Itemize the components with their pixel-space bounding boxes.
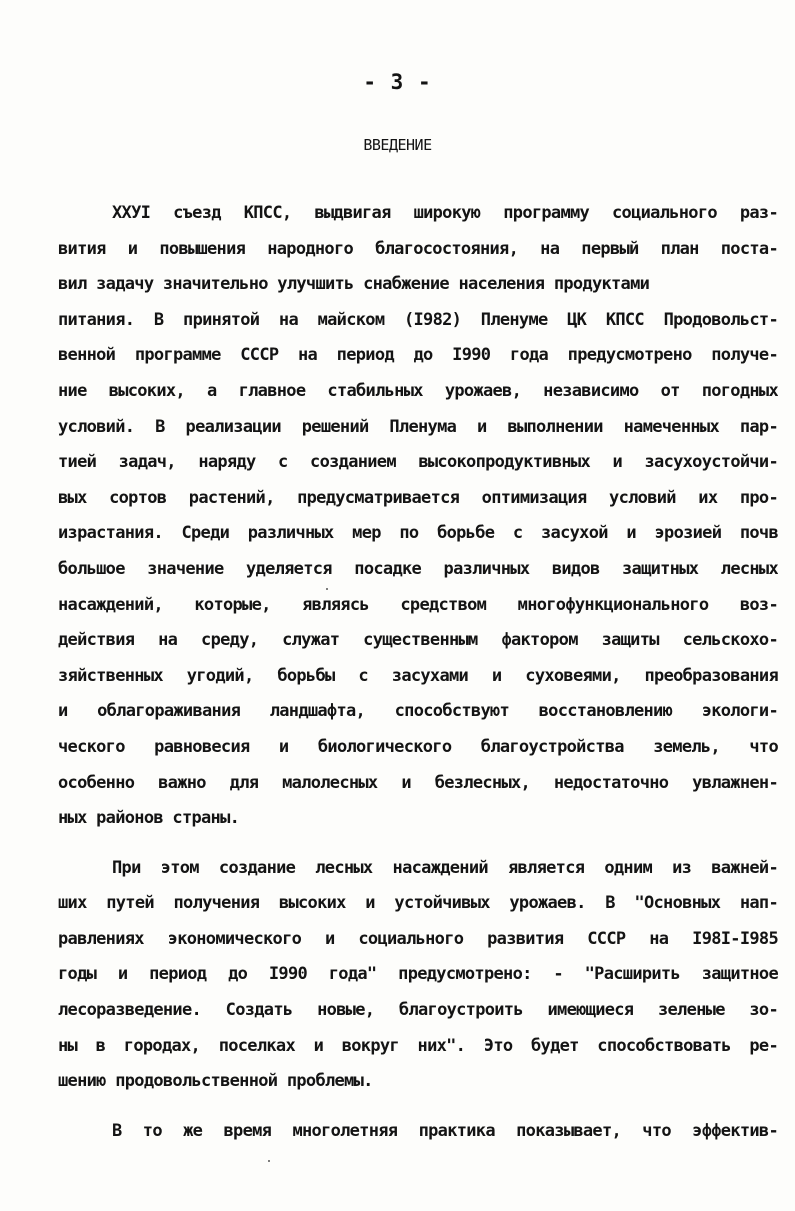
text-line: тией задач, наряду с созданием высокопродуктивных и засухоустойчи- (58, 452, 778, 473)
text-line: большое значение уделяется посадке различных видов защитных лесных (58, 558, 778, 579)
text-line: вил задачу значительно улучшить снабжение населения продуктами (58, 274, 650, 295)
text-line: вития и повышения народного благосостояния, на первый план поста- (58, 238, 778, 259)
text-line: особенно важно для малолесных и безлесных, недостаточно увлажнен- (58, 772, 778, 793)
page-number: - 3 - (363, 70, 432, 94)
paragraph-gap (58, 837, 778, 851)
text-line: и облагораживания ландшафта, способствуют восстановлению экологи- (58, 701, 778, 722)
text-line: При этом создание лесных насаждений является одним из важней- (112, 857, 778, 878)
text-line: израстания. Среди различных мер по борьбе с засухой и эрозией почв (58, 523, 778, 544)
scan-speck (268, 1160, 270, 1162)
text-line: вых сортов растений, предусматривается оптимизация условий их про- (58, 487, 778, 508)
text-line: годы и период до I990 года" предусмотрено: - "Расширить защитное (58, 964, 778, 985)
text-line: равлениях экономического и социального развития СССР на I98I-I985 (58, 928, 778, 949)
text-line: ны в городах, поселках и вокруг них". Это будет способствовать ре- (58, 1035, 778, 1056)
text-line: венной программе СССР на период до I990 года предусмотрено получе- (58, 345, 778, 366)
body-text (58, 196, 778, 1149)
text-line: шению продовольственной проблемы. (58, 1071, 373, 1092)
text-line: зяйственных угодий, борьбы с засухами и суховеями, преобразования (58, 665, 778, 686)
paragraph-gap (58, 1100, 778, 1114)
text-line: питания. В принятой на майском (I982) Пленуме ЦК КПСС Продовольст- (58, 309, 778, 330)
text-line: действия на среду, служат существенным фактором защиты сельскохо- (58, 630, 778, 651)
text-line: ХХУI съезд КПСС, выдвигая широкую программу социального раз- (112, 203, 778, 223)
text-line: ние высоких, а главное стабильных урожаев, независимо от погодных (58, 380, 778, 401)
text-line: ческого равновесия и биологического благоустройства земель, что (58, 736, 778, 757)
text-line: В то же время многолетняя практика показывает, что эффектив- (112, 1120, 778, 1141)
section-heading: ВВЕДЕНИЕ (363, 136, 432, 154)
scan-speck (326, 588, 328, 590)
text-line: ших путей получения высоких и устойчивых урожаев. В "Основных нап- (58, 893, 778, 914)
text-line: условий. В реализации решений Пленума и выполнении намеченных пар- (58, 416, 778, 437)
text-line: ных районов страны. (58, 808, 240, 829)
text-line: насаждений, которые, являясь средством многофункционального воз- (58, 594, 778, 615)
text-line: лесоразведение. Создать новые, благоустроить имеющиеся зеленые зо- (58, 1000, 778, 1021)
